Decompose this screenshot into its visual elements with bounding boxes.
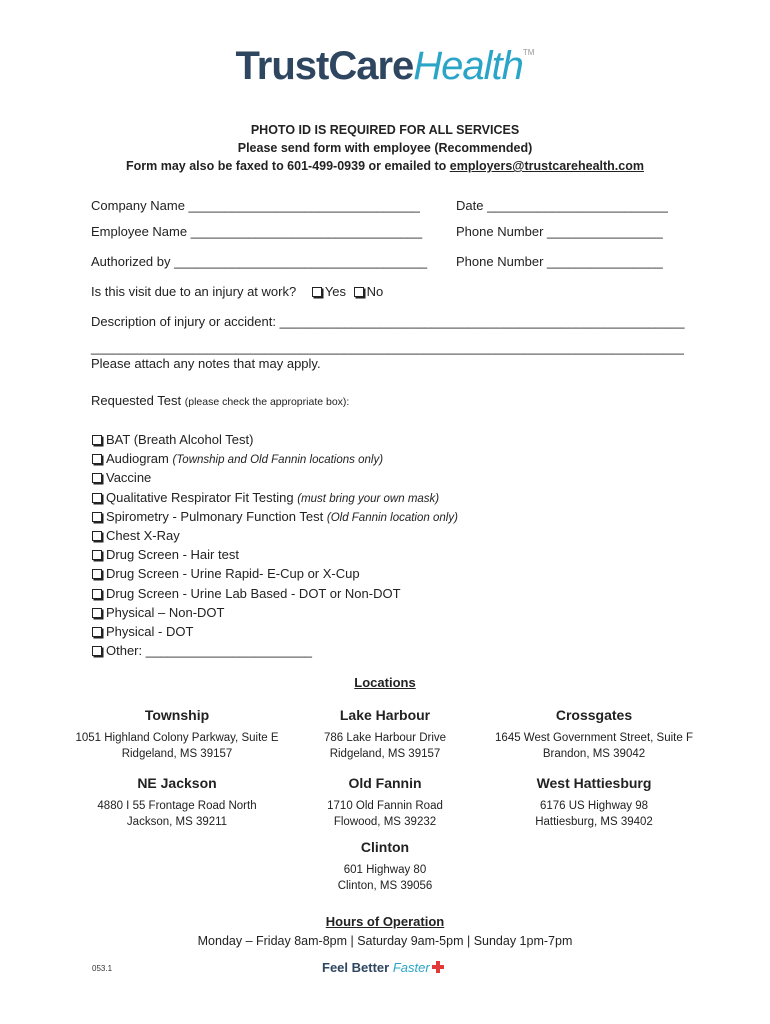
employee-name-field[interactable]: Employee Name ________________________________ xyxy=(91,224,423,239)
test-note: (Township and Old Fannin locations only) xyxy=(172,454,384,467)
injury-description-field[interactable]: Description of injury or accident: ________________________________________________________ xyxy=(91,314,685,329)
address-line-2: Jackson, MS 39211 xyxy=(126,815,228,828)
address-line-1: 4880 I 55 Frontage Road North xyxy=(97,800,257,812)
injury-question-label: Is this visit due to an injury at work? xyxy=(91,284,297,299)
location-address xyxy=(479,799,709,830)
location-address xyxy=(62,799,292,830)
tagline-italic: Faster xyxy=(392,960,430,975)
test-option[interactable] xyxy=(92,488,458,507)
test-label: Other: _______________________ xyxy=(106,643,313,659)
logo-part-health: Health xyxy=(413,44,523,88)
location-west-hattiesburg xyxy=(479,773,709,830)
test-option[interactable] xyxy=(92,603,458,622)
test-option[interactable] xyxy=(92,545,458,564)
location-name: Township xyxy=(144,707,210,723)
location-ne-jackson xyxy=(62,773,292,830)
tagline-bold: Feel Better xyxy=(322,960,393,975)
hours-title: Hours of Operation xyxy=(325,914,445,929)
checkbox-icon[interactable] xyxy=(92,646,102,656)
location-township xyxy=(62,705,292,762)
date-field[interactable]: Date _________________________ xyxy=(456,198,668,213)
trustcarehealth-logo xyxy=(0,44,770,89)
test-option[interactable] xyxy=(92,526,458,545)
location-name: Crossgates xyxy=(555,707,633,723)
address-line-1: 1645 West Government Street, Suite F xyxy=(495,732,693,744)
no-label: No xyxy=(366,284,384,299)
address-line-1: 1051 Highland Colony Parkway, Suite E xyxy=(75,732,279,744)
location-crossgates xyxy=(479,705,709,762)
logo-part-care: Care xyxy=(328,44,414,88)
location-address xyxy=(62,731,292,762)
address-line-2: Brandon, MS 39042 xyxy=(542,747,646,760)
test-label: Spirometry - Pulmonary Function Test xyxy=(106,508,324,524)
locations-title: Locations xyxy=(354,675,416,690)
fax-text: Form may also be faxed to 601-499-0939 or emailed to xyxy=(126,159,450,173)
location-address xyxy=(270,863,500,894)
send-form-notice: Please send form with employee (Recommended) xyxy=(237,141,533,155)
phone-number-field-1[interactable]: Phone Number ________________ xyxy=(456,224,663,239)
attach-notes-note: Please attach any notes that may apply. xyxy=(91,356,321,371)
test-label: Qualitative Respirator Fit Testing xyxy=(106,489,294,505)
address-line-1: 601 Highway 80 xyxy=(343,864,427,876)
location-address xyxy=(270,731,500,762)
location-clinton xyxy=(270,837,500,894)
location-address xyxy=(270,799,500,830)
test-label: Drug Screen - Urine Lab Based - DOT or Non-DOT xyxy=(106,585,401,601)
test-option[interactable] xyxy=(92,584,458,603)
test-label: Physical - DOT xyxy=(106,623,194,639)
test-option[interactable] xyxy=(92,449,458,468)
location-address xyxy=(479,731,709,762)
yes-checkbox[interactable] xyxy=(312,287,322,297)
phone-number-field-2[interactable]: Phone Number ________________ xyxy=(456,254,663,269)
checkbox-icon[interactable] xyxy=(92,608,102,618)
logo-trademark: TM xyxy=(522,48,535,57)
red-cross-icon xyxy=(432,961,444,973)
test-option[interactable] xyxy=(92,468,458,487)
test-label: Vaccine xyxy=(106,470,152,486)
photo-id-notice: PHOTO ID IS REQUIRED FOR ALL SERVICES xyxy=(250,123,520,137)
location-name: Lake Harbour xyxy=(339,707,431,723)
requested-test-label: Requested Test xyxy=(91,393,182,408)
checkbox-icon[interactable] xyxy=(92,627,102,637)
test-option[interactable] xyxy=(92,641,458,660)
address-line-2: Clinton, MS 39056 xyxy=(337,879,433,892)
injury-question-row xyxy=(91,284,383,300)
checkbox-icon[interactable] xyxy=(92,589,102,599)
test-label: Drug Screen - Urine Rapid- E-Cup or X-Cup xyxy=(106,566,360,582)
authorized-by-field[interactable]: Authorized by ___________________________________ xyxy=(91,254,428,269)
form-header xyxy=(0,121,770,175)
checkbox-icon[interactable] xyxy=(92,550,102,560)
test-label: Physical – Non-DOT xyxy=(106,604,225,620)
address-line-1: 1710 Old Fannin Road xyxy=(327,800,443,812)
location-name: Clinton xyxy=(360,839,410,855)
location-name: West Hattiesburg xyxy=(536,775,652,791)
injury-description-line-2[interactable]: __________________________________________________________________________________ xyxy=(91,340,684,355)
test-label: Drug Screen - Hair test xyxy=(106,547,239,563)
address-line-1: 786 Lake Harbour Drive xyxy=(323,732,447,744)
requested-test-checklist xyxy=(92,430,458,660)
checkbox-icon[interactable] xyxy=(92,435,102,445)
checkbox-icon[interactable] xyxy=(92,569,102,579)
company-name-field[interactable]: Company Name ________________________________ xyxy=(91,198,420,213)
location-name: NE Jackson xyxy=(137,775,217,791)
no-checkbox[interactable] xyxy=(354,287,364,297)
test-option[interactable] xyxy=(92,507,458,526)
hours-of-operation: Monday – Friday 8am-8pm | Saturday 9am-5pm | Sunday 1pm-7pm xyxy=(197,934,573,948)
location-old-fannin xyxy=(270,773,500,830)
requested-test-instructions: (please check the appropriate box): xyxy=(184,396,350,408)
logo-part-trust: Trust xyxy=(235,44,329,88)
address-line-2: Hattiesburg, MS 39402 xyxy=(535,815,653,828)
test-label: BAT (Breath Alcohol Test) xyxy=(106,432,254,447)
address-line-2: Ridgeland, MS 39157 xyxy=(329,747,441,760)
checkbox-icon[interactable] xyxy=(92,512,102,522)
tagline-logo xyxy=(322,960,444,975)
yes-label: Yes xyxy=(324,284,347,299)
test-option[interactable] xyxy=(92,622,458,641)
test-label: Chest X-Ray xyxy=(106,527,180,543)
requested-test-heading xyxy=(91,393,349,410)
address-line-1: 6176 US Highway 98 xyxy=(539,800,649,812)
employer-email-link[interactable]: employers@trustcarehealth.com xyxy=(449,159,644,173)
test-label: Audiogram xyxy=(106,451,169,467)
form-code: 053.1 xyxy=(92,964,113,973)
address-line-2: Flowood, MS 39232 xyxy=(333,815,437,828)
test-option[interactable] xyxy=(92,564,458,583)
address-line-2: Ridgeland, MS 39157 xyxy=(121,747,233,760)
test-note: (must bring your own mask) xyxy=(297,492,440,505)
location-name: Old Fannin xyxy=(348,775,422,791)
checkbox-icon[interactable] xyxy=(92,473,102,483)
checkbox-icon[interactable] xyxy=(92,531,102,541)
fax-email-notice xyxy=(0,157,770,175)
location-lake-harbour xyxy=(270,705,500,762)
checkbox-icon[interactable] xyxy=(92,454,102,464)
test-option[interactable] xyxy=(92,430,458,449)
test-note: (Old Fannin location only) xyxy=(326,511,458,524)
checkbox-icon[interactable] xyxy=(92,493,102,503)
